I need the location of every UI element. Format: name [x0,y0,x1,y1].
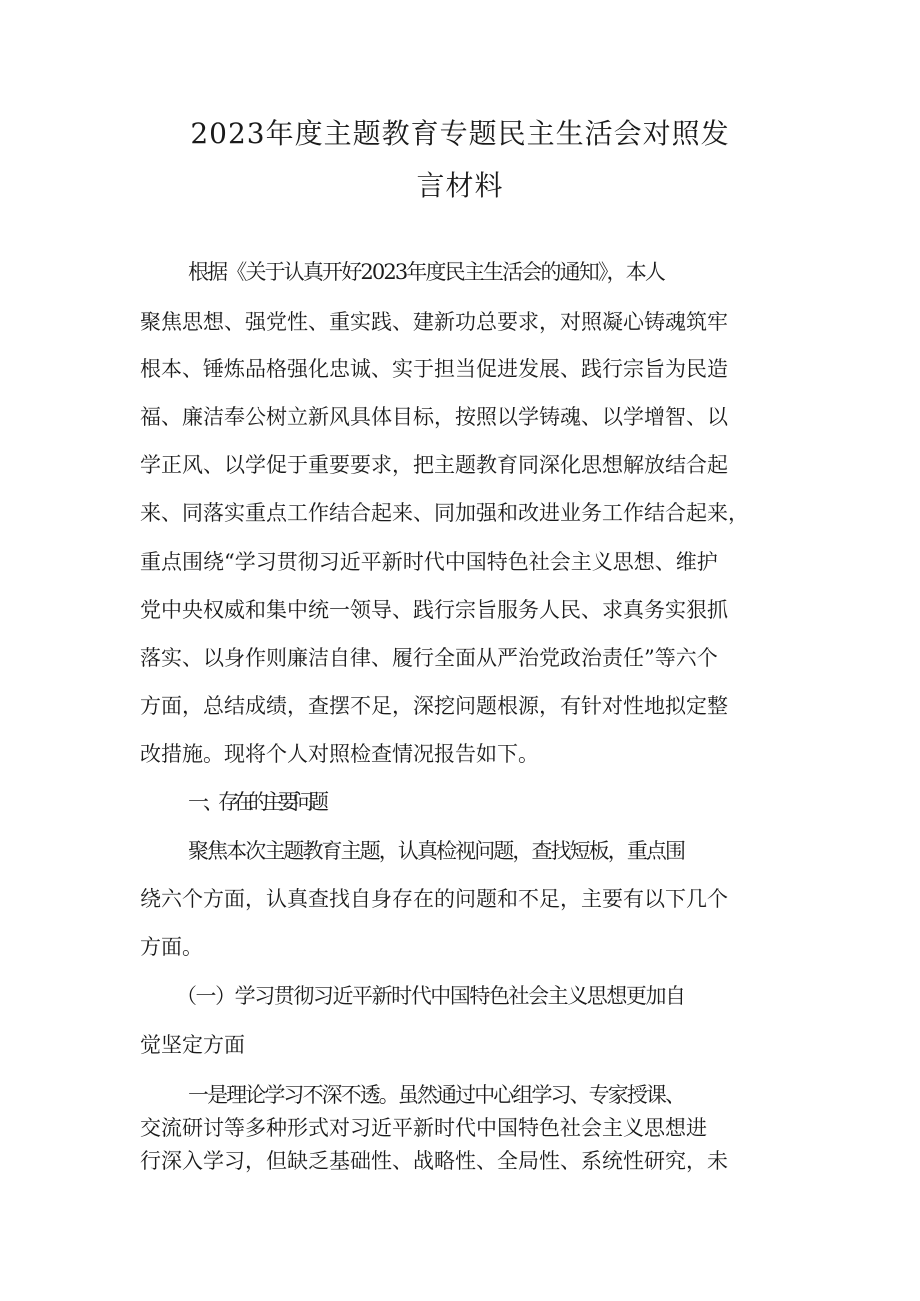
paragraph-line: 根本、锤炼品格强化忠诚、实于担当促进发展、践行宗旨为民造 [140,357,728,381]
paragraph-line: 一是理论学习不深不透。虽然通过中心组学习、专家授课、 [188,1083,685,1107]
paragraph-line: 根据《关于认真开好2023年度民主生活会的通知》，本人 [188,260,664,284]
subsection-heading: （一）学习贯彻习近平新时代中国特色社会主义思想更加自 [176,984,685,1008]
paragraph-line: 行深入学习，但缺乏基础性、战略性、全局性、系统性研究，未 [140,1149,728,1173]
section-heading: 一、存在的主要问题 [188,790,323,814]
document-title [120,108,800,212]
paragraph-line: 方面，总结成绩，查摆不足，深挖问题根源，有针对性地拟定整 [140,694,728,718]
paragraph-line: 来、同落实重点工作结合起来、同加强和改进业务工作结合起来， [140,501,749,525]
title-line-2: 言材料 [416,169,504,202]
paragraph-line: 学正风、以学促于重要要求，把主题教育同深化思想解放结合起 [140,453,728,477]
subsection-heading-cont: 觉坚定方面 [140,1033,245,1057]
paragraph-line: 绕六个方面，认真查找自身存在的问题和不足，主要有以下几个 [140,887,728,911]
paragraph-line: 福、廉洁奉公树立新风具体目标，按照以学铸魂、以学增智、以 [140,405,728,429]
paragraph-line: 聚焦本次主题教育主题，认真检视问题，查找短板，重点围 [188,839,685,863]
paragraph-line: 党中央权威和集中统一领导、践行宗旨服务人民、求真务实狠抓 [140,598,728,622]
paragraph-line: 改措施。现将个人对照检查情况报告如下。 [140,742,539,766]
paragraph-line: 重点围绕“学习贯彻习近平新时代中国特色社会主义思想、维护 [140,550,718,574]
title-line-1: 2023年度主题教育专题民主生活会对照发 [190,117,730,150]
paragraph-line: 落实、以身作则廉洁自律、履行全面从严治党政治责任”等六个 [140,646,718,670]
paragraph-line: 方面。 [140,935,203,959]
paragraph-line: 聚焦思想、强党性、重实践、建新功总要求，对照凝心铸魂筑牢 [140,310,728,334]
paragraph-line: 交流研讨等多种形式对习近平新时代中国特色社会主义思想进 [140,1116,707,1140]
